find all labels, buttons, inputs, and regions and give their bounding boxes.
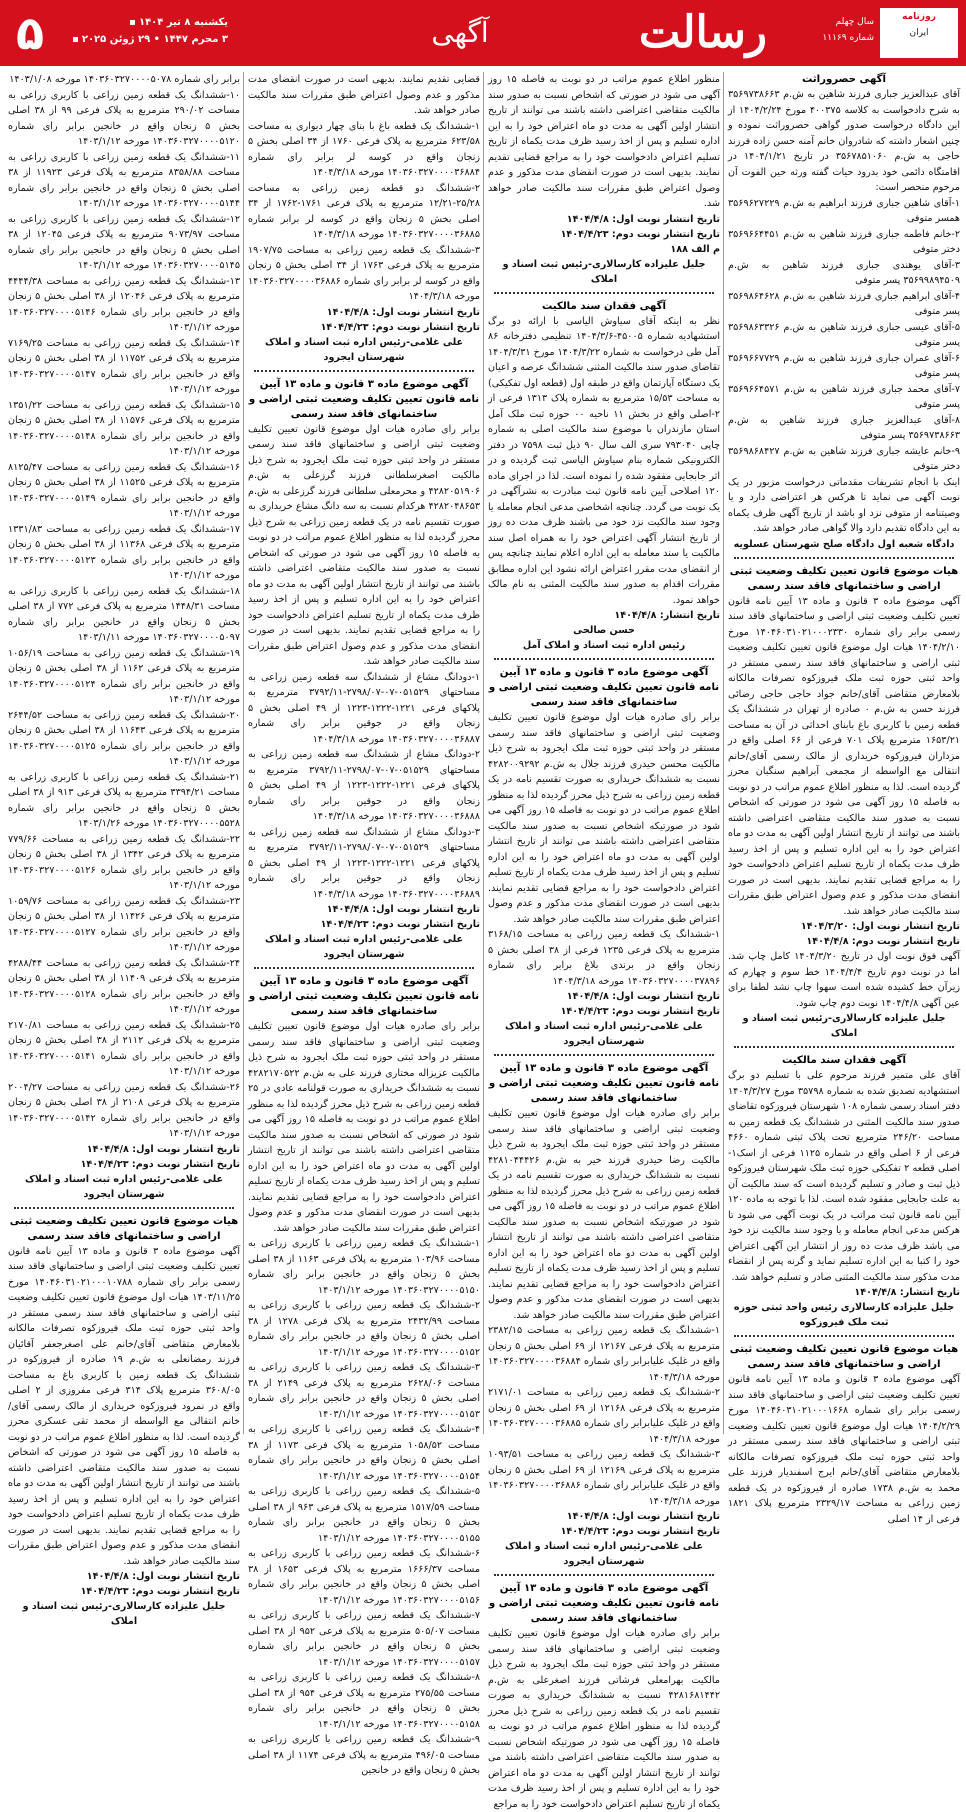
notice-body: آقای عبدالعزیز جباری فرزند شاهین به ش.م ۳۵۶۹۷۳۸۶۶۳ به شرح دادخواست به کلاسه ۴۰۰۳۷۵ مورخ ۱۴۰۴/۲/۲۴ از این دادگاه درخواست صدور گواهی حصروراثت نموده و چنین اشعار داشته که شادروان خانم آمنه حسن زاده فرزند حاجی به ش.م ۳۵۶۷۸۵۱۰۶۰ در تاریخ ۱۴۰۴/۱/۲۱ در اقامتگاه دائمی خود بدرود حیات گفته ورثه حین الفوت آن مرحوم منحصر است:	[728, 89, 960, 193]
parcel-item: ۲-دودانگ مشاع از ششدانگ سه قطعه زمین زراعی به مساحتهای ۰۵۱۵۲۹-۰۷-۲۷۹۸/۰۷-۳۷۹۲/۱۱ مترمربع به پلاکهای فرعی ۱۲۲۱-۱۲۲۲-۱۲۲۳ از ۴۹ اصلی بخش ۵ زنجان واقع در جوقین برابر رای شماره ۱۴۰۳۶۰۳۲۷۰۰۰۰۳۶۸۸۸ مورخه ۱۴۰۴/۳/۱۸	[248, 749, 481, 822]
heir-item: ۲-خانم فاطمه جباری فرزند شاهین به ش.م ۳۵۶۹۶۶۴۴۵۱ دختر متوفی	[728, 228, 960, 255]
column-divider	[243, 72, 244, 1434]
publish-date: تاریخ انتشار نوبت اول: ۱۴۰۴/۴/۸	[566, 213, 720, 225]
ads-columns	[6, 72, 961, 1810]
notice-body: اینک با انجام تشریفات مقدماتی درخواست مزبور در یک نوبت آگهی می نماید تا هرکس هر اعتراضی دارد و یا وصیتنامه از متوفی نزد او باشد از تاریخ آگهی ظرف یکماه به این دادگاه تقدیم دارد والا گواهی صادر خواهد شد.	[728, 476, 960, 534]
notice-separator	[734, 1046, 954, 1048]
publish-date: تاریخ انتشار نوبت دوم: ۱۴۰۴/۴/۲۳	[560, 1526, 720, 1537]
notice-body: منظور اطلاع عموم مراتب در دو نوبت به فاصله ۱۵ روز آگهی می شود در صورتی که اشخاص نسبت به صدور سند مالکیت متقاضی اعتراضی داشته باشند می توانند از تاریخ انتشار اولین آگهی به مدت دو ماه اعتراض خود را به این اداره تسلیم و پس از اخذ رسید ظرف مدت یکماه از تاریخ تسلیم اعتراض دادخواست خود را به مراجع قضایی تقدیم نمایند. بدیهی است در صورت انقضای مدت مذکور و عدم وصول اعتراض طبق مقررات سند مالکیت صادر خواهد شد.	[488, 74, 720, 209]
parcel-item: ۸-ششدانگ یک قطعه زمین زراعی با کاربری زراعی به مساحت ۲۷۵/۵۵ مترمربع به پلاک فرعی ۹۵۴ از ۳۸ اصلی بخش ۵ زنجان واقع در خانجین برابر رای شماره ۱۴۰۳۶۰۳۲۷۰۰۰۰۵۱۵۸ مورخه ۱۴۰۳/۱/۱۲	[248, 1672, 480, 1730]
section-title: آگهی	[431, 16, 489, 49]
parcel-item: ۵-ششدانگ یک قطعه زمین زراعی با کاربری زراعی به مساحت ۱۵۱۷/۵۹ مترمربع به پلاک فرعی ۹۶۳ از ۳۸ اصلی بخش ۵ زنجان واقع در خانجین برابر رای شماره ۱۴۰۳۶۰۳۲۷۰۰۰۰۵۱۵۵ مورخه ۱۴۰۳/۱/۱۲	[248, 1486, 480, 1544]
notice-signature: علی غلامی-رئیس اداره ثبت اسناد و املاک شهرستان ایجرود	[504, 1541, 704, 1567]
notice-separator	[494, 658, 714, 660]
issue-block	[818, 14, 874, 46]
notice-body: قضایی تقدیم نمایند. بدیهی است در صورت انقضای مدت مذکور و عدم وصول اعتراض طبق مقررات سند مالکیت صادر خواهد شد.	[248, 74, 480, 116]
publish-date: تاریخ انتشار نوبت دوم: ۱۴۰۴/۴/۲۳	[560, 228, 720, 240]
parcel-item: ۷-ششدانگ یک قطعه زمین زراعی با کاربری زراعی به مساحت ۵۰۵/۰۷ مترمربع به پلاک فرعی ۹۵۲ از ۳۸ اصلی بخش ۵ زنجان واقع در خانجین برابر رای شماره ۱۴۰۳۶۰۳۲۷۰۰۰۰۵۱۵۷ مورخه ۱۴۰۳/۱/۱۲	[248, 1610, 480, 1668]
parcel-item: ۱۷-ششدانگ یک قطعه زمین زراعی به مساحت ۱۳۳۱/۸۳ مترمربع به پلاک فرعی ۱۱۳۶۸ از ۳۸ اصلی بخش ۵ زنجان واقع در خانجین برابر رای شماره ۱۴۰۳۶۰۳۲۷۰۰۰۰۵۱۲۳ مورخه ۱۴۰۳/۱/۱۲	[8, 523, 240, 581]
notice-body: آگهی موضوع ماده ۳ قانون و ماده ۱۳ آیین نامه قانون تعیین تکلیف وضعیت ثبتی اراضی و ساختمانهای فاقد سند رسمی برابر رای شماره ۱۴۰۴۶۰۳۱۰۲۱۰۰۰۱۶۶۸ مورخ ۱۴۰۴/۲/۲۹ هیات اول موضوع قانون تعیین تکلیف وضعیت ثبتی اراضی و ساختمانهای فاقد سند رسمی مستقر در واحد ثبتی حوزه ثبت ملک فیروزکوه تصرفات مالکانه بلامعارض متقاضی آقای/خانم ایرج اسفندیار فرزند علی محمد به ش.م ۱۷۳۸ صادره از فیروزکوه در یک قطعه زمین زراعی به مساحت ۲۳۲۹/۱۷ مترمربع پلاک ۱۸۲۱ فرعی از ۱۴ اصلی	[728, 1374, 961, 1525]
parcel-item: ۱-ششدانگ یک قطعه باغ با بنای چهار دیواری به مساحت ۶۲۳/۵۸ مترمربع به پلاک فرعی ۱۷۶۰ از ۳۴ اصلی بخش ۵ زنجان واقع در کوسه لر برابر رای شماره ۱۴۰۳۶۰۳۲۷۰۰۰۰۳۶۸۸۴ مورخه ۱۴۰۴/۳/۱۸	[248, 120, 480, 178]
publisher-logo	[880, 8, 958, 58]
publish-date: تاریخ انتشار نوبت دوم: ۱۴۰۴/۴/۲۳	[320, 919, 480, 930]
parcel-item: ۱۱-ششدانگ یک قطعه زمین زراعی با کاربری زراعی به مساحت ۸۳۵۸/۸۸ مترمربع به پلاک فرعی ۱۱۹۲۳ از ۳۸ اصلی بخش ۵ زنجان واقع در خانجین برابر رای شماره ۱۴۰۳۶۰۳۲۷۰۰۰۰۵۱۴۴ مورخه ۱۴۰۳/۱/۱۲	[8, 151, 240, 209]
notice-signature: علی غلامی-رئیس اداره ثبت اسناد و املاک شهرستان ایجرود	[264, 336, 464, 363]
heir-item: ۷-آقای محمد جباری فرزند شاهین به ش.م ۳۵۶۹۶۶۴۵۷۱ پسر متوفی	[728, 383, 960, 410]
publish-date: تاریخ انتشار نوبت اول: ۱۴۰۴/۴/۸	[326, 306, 480, 318]
publish-date: تاریخ انتشار نوبت اول: ۱۴۰۴/۴/۸	[86, 1571, 240, 1582]
notice-body: آگهی فوق نوبت اول در تاریخ ۱۴۰۴/۳/۲۰ کامل چاپ شد. اما در نوبت دوم تاریخ ۱۴۰۴/۴/۴ خط سوم و چهارم که زیرآن خط کشیده شده است سهوا چاپ نشد لطفا برای عین آگهی ۱۴۰۴/۴/۸ نوبت دوم چاپ شود.	[728, 951, 960, 1009]
parcel-item: ۲-ششدانگ یک قطعه زمین زراعی با کاربری زراعی به مساحت ۲۴۳۲/۹۹ مترمربع به پلاک فرعی ۱۲۷۸ از ۳۸ اصلی بخش ۵ زنجان واقع در خانجین برابر رای شماره ۱۴۰۳۶۰۳۲۷۰۰۰۰۵۱۵۲ مورخه ۱۴۰۳/۱/۱۲	[248, 1300, 480, 1358]
heir-item: ۹-خانم عایشه جباری فرزند شاهین به ش.م ۳۵۶۹۸۶۸۴۲۷ دختر متوفی	[728, 445, 960, 472]
notice-signature: دادگاه شعبه اول دادگاه صلح شهرستان عسلویه	[733, 538, 955, 550]
column-divider	[483, 72, 484, 1434]
parcel-item: ۱-ششدانگ یک قطعه زمین زراعی به مساحت ۲۳۸۲/۱۵ مترمربع به پلاک فرعی ۱۲۱۶۷ از ۶۹ اصلی بخش ۵ زنجان واقع در غلیک علیابرابر رای شماره ۱۴۰۳۶۰۳۲۷۰۰۰۰۳۶۸۸۴ مورخه ۱۴۰۴/۳/۱۸	[488, 1325, 720, 1383]
parcel-item: برابر رای شماره ۱۴۰۳۶۰۳۲۷۰۰۰۰۵۰۷۸ مورخه ۱۴۰۳/۱/۰۸	[9, 74, 240, 85]
publish-date: تاریخ انتشار نوبت اول: ۱۴۰۴/۳/۲۰	[800, 921, 960, 932]
parcel-item: ۱۶-ششدانگ یک قطعه زمین زراعی به مساحت ۸۱۲۵/۴۷ مترمربع به پلاک فرعی ۱۱۵۲۵ از ۳۸ اصلی بخش ۵ زنجان واقع در خانجین برابر رای شماره ۱۴۰۳۶۰۳۲۷۰۰۰۰۵۱۴۹ مورخه ۱۴۰۳/۱/۱۲	[8, 461, 240, 519]
notice-separator	[494, 1054, 714, 1056]
notice-title: هیات موضوع قانون تعیین تکلیف وضعیت ثبتی اراضی و ساختمانهای فاقد سند رسمی	[729, 565, 959, 592]
date-block	[58, 14, 228, 48]
notice-signature: علی غلامی-رئیس اداره ثبت اسناد و املاک شهرستان ایجرود	[264, 934, 464, 960]
parcel-item: ۱-ششدانگ یک قطعه زمین زراعی با کاربری زراعی به مساحت ۱۰۳/۹۶ مترمربع به پلاک فرعی ۱۱۶۳ از ۳۸ اصلی بخش ۵ زنجان واقع در خانجین برابر رای شماره ۱۴۰۳۶۰۳۲۷۰۰۰۰۵۱۵۰ مورخه ۱۴۰۳/۱/۱۲	[248, 1238, 480, 1296]
notice-signature: جلیل علیزاده کارسالاری-رئیس ثبت اسناد و املاک	[742, 1013, 946, 1039]
notice-separator	[254, 967, 474, 969]
notice-title: هیات موضوع قانون تعیین تکلیف وضعیت ثبتی اراضی و ساختمانهای فاقد سند رسمی	[9, 1215, 239, 1242]
notice-signature: رئیس اداره ثبت اسناد و املاک آمل	[522, 640, 686, 651]
notice-title: آگهی موضوع ماده ۳ قانون و ماده ۱۳ آیین نامه قانون تعیین تکلیف وضعیت ثبتی اراضی و ساختمانهای فاقد سند رسمی	[488, 667, 720, 708]
column-3	[248, 72, 481, 1776]
notice-title: آگهی حصروراثت	[801, 74, 886, 85]
newspaper-logo: رسالت	[638, 7, 768, 58]
publish-date: تاریخ انتشار نوبت دوم: ۱۴۰۴/۴/۲۳	[80, 1158, 240, 1170]
column-2	[488, 72, 721, 1810]
parcel-item: ۶-ششدانگ یک قطعه زمین زراعی با کاربری زراعی به مساحت ۱۶۶۶/۳۷ مترمربع به پلاک فرعی ۱۶۵۳ از ۳۸ اصلی بخش ۵ زنجان واقع در خانجین برابر رای شماره ۱۴۰۳۶۰۳۲۷۰۰۰۰۵۱۵۶ مورخه ۱۴۰۳/۱/۱۲	[248, 1548, 480, 1606]
notice-title: آگهی موضوع ماده ۳ قانون و ماده ۱۳ آیین نامه قانون تعیین تکلیف وضعیت ثبتی اراضی و ساختمانهای فاقد سند رسمی	[248, 976, 480, 1017]
heir-item: ۴-آقای ابراهیم جباری فرزند شاهین به ش.م ۳۵۶۹۸۶۴۶۲۸ پسر متوفی	[728, 290, 960, 317]
notice-separator	[494, 1574, 714, 1576]
notice-body: برابر رای صادره هیات اول موضوع قانون تعیین تکلیف وضعیت ثبتی اراضی و ساختمانهای فاقد سند رسمی مستقر در واحد ثبتی حوزه ثبت ملک ایجرود به شرح ذیل مالکیت محسن حیدری فرزند جلال به ش.م ۴۲۸۲۰۰۹۲۹۲ نسبت به ششدانگ خریداری به صورت تقسیم نامه در یک قطعه زمین زراعی به شرح ذیل محرز گردیده لذا به منظور اطلاع عموم مراتب در دو نوبت به فاصله ۱۵ روز آگهی می شود در صورتیکه اشخاص نسبت به صدور سند مالکیت متقاضی اعتراضی داشته باشند می توانند از تاریخ انتشار اولین آگهی به مدت دو ماه اعتراض خود را به این اداره تسلیم و پس از اخذ رسید ظرف مدت یکماه از تاریخ تسلیم اعتراض دادخواست خود را به مراجع قضایی تقدیم نمایند. بدیهی است در صورت انقضای مدت مذکور و عدم وصول اعتراض طبق مقررات سند مالکیت صادر خواهد شد.	[488, 712, 720, 925]
square-bullet-icon	[73, 37, 78, 42]
parcel-item: ۱۰-ششدانگ یک قطعه زمین زراعی با کاربری زراعی به مساحت ۲۹۰/۰۲ مترمربع به پلاک فرعی ۹۹ از ۳۸ اصلی بخش ۵ زنجان واقع در خانجین برابر رای شماره ۱۴۰۳۶۰۳۲۷۰۰۰۰۵۱۲۰ مورخه ۱۴۰۳/۱/۱۲	[8, 89, 240, 147]
notice-signature: جلیل علیزاده کارسالاری-رئیس ثبت اسناد و املاک	[22, 1601, 226, 1627]
date-text-1: یکشنبه ۸ تیر ۱۴۰۴	[138, 17, 228, 28]
publish-date: تاریخ انتشار: ۱۴۰۴/۴/۸	[614, 610, 720, 621]
notice-separator	[734, 557, 954, 559]
parcel-item: ۱۸-ششدانگ یک قطعه زمین زراعی با کاربری زراعی به مساحت ۱۴۴۸/۳۱ مترمربع به پلاک فرعی ۷۷۲ از ۳۸ اصلی بخش ۵ زنجان واقع در خانجین برابر رای شماره ۱۴۰۳۶۰۳۲۷۰۰۰۰۵۰۹۷ مورخه ۱۴۰۳/۱/۱۱	[8, 585, 240, 643]
masthead	[0, 0, 966, 66]
parcel-item: ۲۳-ششدانگ یک قطعه زمین زراعی به مساحت ۱۰۵۹/۷۶ مترمربع به پلاک فرعی ۱۱۴۲۶ از ۳۸ اصلی بخش ۵ زنجان واقع در خانجین برابر رای شماره ۱۴۰۳۶۰۳۲۷۰۰۰۰۵۱۲۷ مورخه ۱۴۰۳/۱/۱۲	[8, 895, 240, 953]
parcel-item: ۳-ششدانگ یک قطعه زمین زراعی به مساحت ۱۰۹۳/۵۱ مترمربع به پلاک فرعی ۱۲۱۶۹ از ۶۹ اصلی بخش ۵ زنجان واقع در غلیک علیابرابر رای شماره ۱۴۰۳۶۰۳۲۷۰۰۰۰۳۶۸۸۶ مورخه ۱۴۰۴/۳/۱۸	[488, 1449, 720, 1507]
notice-body: برابر رای صادره هیات اول موضوع قانون تعیین تکلیف وضعیت ثبتی اراضی و ساختمانهای فاقد سند رسمی مستقر در واحد ثبتی حوزه ثبت ملک ایجرود به شرح ذیل مالکیت عزیزاله مختاری فرزند علی به ش.م ۴۲۸۲۱۷۰۵۲۲ نسبت به ششدانگ خریداری به صورت قولنامه عادی در ۲۵ قطعه زمین زراعی به شرح ذیل محرز گردیده لذا به منظور اطلاع عموم مراتب در دو نوبت به فاصله ۱۵ روز آگهی می شود در صورتی که اشخاص نسبت به صدور سند مالکیت متقاضی اعتراضی داشته باشند می توانند از تاریخ انتشار اولین آگهی به مدت دو ماه اعتراض خود را به این اداره تسلیم و پس از اخذ رسید ظرف مدت یکماه از تاریخ تسلیم اعتراض دادخواست خود را به مراجع قضایی تقدیم نمایند. بدیهی است در صورت انقضای مدت مذکور و عدم وصول اعتراض طبق مقررات سند مالکیت صادر خواهد شد.	[248, 1021, 480, 1234]
issue-number: شماره ۱۱۱۶۹	[822, 33, 874, 43]
reference-number: م الف ۱۸۸	[670, 243, 720, 255]
parcel-item: ۱۵-ششدانگ یک قطعه زمین زراعی به مساحت ۱۳۵۱/۲۲ مترمربع به پلاک فرعی ۱۱۵۷۶ از ۳۸ اصلی بخش ۵ زنجان واقع در خانجین برابر رای شماره ۱۴۰۳۶۰۳۲۷۰۰۰۰۵۱۴۸ مورخه ۱۴۰۳/۱/۱۲	[8, 399, 240, 457]
parcel-item: ۱-ششدانگ یک قطعه زمین زراعی به مساحت ۳۱۶۸/۱۵ مترمربع به پلاک فرعی ۱۲۳۵ فرعی از ۳۸ اصلی بخش ۵ زنجان واقع در برندی بلاغ برابر رای شماره ۱۴۰۳۶۰۳۲۷۰۰۰۰۳۷۸۹۶ مورخه ۱۴۰۴/۳/۱۸	[488, 929, 720, 987]
notice-title: آگهی موضوع ماده ۳ قانون و ماده ۱۳ آیین نامه قانون تعیین تکلیف وضعیت ثبتی اراضی و ساختمانهای فاقد سند رسمی	[488, 1583, 720, 1624]
parcel-item: ۲۲-ششدانگ یک قطعه زمین زراعی به مساحت ۷۷۹/۶۶ مترمربع به پلاک فرعی ۱۳۴۲ از ۳۸ اصلی بخش ۵ زنجان واقع در خانجین برابر رای شماره ۱۴۰۳۶۰۳۲۷۰۰۰۰۵۱۲۶ مورخه ۱۴۰۳/۱/۱۲	[8, 833, 241, 891]
parcel-item: ۱۴-ششدانگ یک قطعه زمین زراعی به مساحت ۷۱۶۹/۲۵ مترمربع به پلاک فرعی ۱۱۷۵۲ از ۳۸ اصلی بخش ۵ زنجان واقع در خانجین برابر رای شماره ۱۴۰۳۶۰۳۲۷۰۰۰۰۵۱۴۷ مورخه ۱۴۰۳/۱/۱۲	[8, 337, 240, 395]
parcel-item: ۲۱-ششدانگ یک قطعه زمین زراعی با کاربری زراعی به مساحت ۳۳۹۴/۲۱ مترمربع به پلاک فرعی ۹۱۳ از ۳۸ اصلی بخش ۵ زنجان واقع در خانجین برابر رای شماره ۱۴۰۳۶۰۳۲۷۰۰۰۰۵۵۲۸ مورخه ۱۴۰۳/۱/۲۶	[8, 771, 240, 829]
publish-date: تاریخ انتشار نوبت اول: ۱۴۰۴/۴/۸	[326, 904, 480, 915]
notice-separator	[734, 1335, 954, 1337]
publish-date: تاریخ انتشار نوبت دوم: ۱۴۰۴/۴/۲۳	[560, 1006, 720, 1017]
publisher-logo-line-2: ایران	[909, 28, 929, 38]
notice-body: برابر رای صادره هیات اول موضوع قانون تعیین تکلیف وضعیت ثبتی اراضی و ساختمانهای فاقد سند رسمی مستقر در واحد ثبتی حوزه ثبت ملک ایجرود به شرح ذیل مالکیت بهرامعلی فرشاتی فرزند اصغرعلی به ش.م ۴۲۸۱۶۸۱۴۴۲ نسبت به ششدانگ خریداری به صورت تقسیم نامه در یک قطعه زمین زراعی به شرح ذیل محرز گردیده لذا به منظور اطلاع عموم مراتب در دو نوبت به فاصله ۱۵ روز آگهی می شود در صورتیکه اشخاص نسبت به صدور سند مالکیت متقاضی اعتراضی داشته باشند می توانند از تاریخ انتشار اولین آگهی به مدت دو ماه اعتراض خود را به این اداره تسلیم و پس از اخذ رسید ظرف مدت یکماه از تاریخ تسلیم اعتراض دادخواست خود را به مراجع	[488, 1628, 720, 1810]
publish-date: تاریخ انتشار نوبت اول: ۱۴۰۴/۴/۸	[566, 991, 720, 1002]
heir-item: ۶-آقای عمران جباری فرزند شاهین به ش.م ۳۵۶۹۶۶۷۷۲۹ پسر متوفی	[728, 352, 960, 379]
date-line-1	[58, 14, 228, 31]
date-text-2: ۳ محرم ۱۴۴۷ • ۲۹ ژوئن ۲۰۲۵	[81, 34, 228, 45]
notice-body: آگهی موضوع ماده ۳ قانون و ماده ۱۳ آیین نامه قانون تعیین تکلیف وضعیت ثبتی اراضی و ساختمانهای فاقد سند رسمی برابر رای شماره ۱۴۰۴۶۰۳۱۰۲۱۰۰۰۱۰۷۸۸ مورخ ۱۴۰۳/۱۱/۲۵ هیات اول موضوع قانون تعیین تکلیف وضعیت ثبتی اراضی و ساختمانهای فاقد سند رسمی مستقر در واحد ثبتی حوزه ثبت ملک فیروزکوه تصرفات مالکانه بلامعارض متقاضی آقای/خانم علی اصغرجعفر آقائیان فرزند رمضانعلی به ش.م ۱۹ صادره از فیروزکوه در ششدانگ یک قطعه زمین با کاربری باغ به مساحت ۳۶۰۸/۰۵ مترمربع پلاک ۳۱۴ فرعی مفروزی از ۲ اصلی واقع در نمرود فیروزکوه خریداری از مالک رسمی آقای/خانم انتقالی مع الواسطه از محمد تقی عسکری محرز گردیده است. لذا به منظور اطلاع عموم مراتب در دو نوبت به فاصله ۱۵ روز آگهی می شود در صورتی که اشخاص نسبت به صدور سند مالکیت متقاضی اعتراضی داشته باشند می توانند از تاریخ انتشار اولین آگهی به مدت دو ماه اعتراض خود را به این اداره تسلیم و پس از اخذ رسید ظرف مدت یکماه از تاریخ تسلیم اعتراض دادخواست خود را به مراجع قضایی تقدیم نمایند. بدیهی است در صورت انقضای مدت مذکور و عدم وصول اعتراض طبق مقررات سند مالکیت صادر خواهد شد.	[8, 1245, 241, 1567]
parcel-item: ۲۴-ششدانگ یک قطعه زمین زراعی به مساحت ۴۲۸۸/۴۴ مترمربع به پلاک فرعی ۱۱۴۰۹ از ۳۸ اصلی بخش ۵ زنجان واقع در خانجین برابر رای شماره ۱۴۰۳۶۰۳۲۷۰۰۰۰۵۱۲۸ مورخه ۱۴۰۳/۱/۱۲	[8, 957, 240, 1015]
notice-body: آگهی موضوع ماده ۳ قانون و ماده ۱۳ آیین نامه قانون تعیین تکلیف وضعیت ثبتی اراضی و ساختمانهای فاقد سند رسمی برابر رای شماره ۱۴۰۴۶۰۳۱۰۲۱۰۰۰۲۳۳۰ مورخ ۱۴۰۴/۲/۱۰ هیات اول موضوع قانون تعیین تکلیف وضعیت ثبتی اراضی و ساختمانهای فاقد سند رسمی مستقر در واحد ثبتی حوزه ثبت ملک فیروزکوه تصرفات مالکانه بلامعارض متقاضی آقای/خانم جواد حاجی حاجی رضائی فرزند حسن به ش.م ۰ صادره از تهران در ششدانگ یک قطعه زمین با کاربری باغ بابنای احداثی در آن به مساحت ۱۶۵۳/۲۱ مترمربع پلاک ۷۰۱ فرعی از ۶۶ اصلی واقع در مزداران فیروزکوه خریداری از مالک رسمی آقای/خانم انتقالی مع الواسطه از مجمعی آبراهیم سنگبان محرز گردیده است. لذا به منظور اطلاع عموم مراتب در دو نوبت به فاصله ۱۵ روز آگهی می شود در صورتی که اشخاص نسبت به صدور سند مالکیت متقاضی اعتراضی داشته باشند می توانند از تاریخ انتشار اولین آگهی به مدت دو ماه اعتراض خود را به این اداره تسلیم و پس از اخذ رسید ظرف مدت یکماه از تاریخ تسلیم اعتراض دادخواست خود را به مراجع قضایی تقدیم نمایند. بدیهی است در صورت انقضای مدت مذکور و عدم وصول اعتراض طبق مقررات سند مالکیت صادر خواهد شد.	[728, 595, 960, 917]
parcel-item: ۳-ششدانگ یک قطعه زمین زراعی به مساحت ۱۹۰۷/۷۵ مترمربع به پلاک فرعی ۱۷۶۳ از ۳۴ اصلی بخش ۵ زنجان واقع در کوسه لر برابر رای شماره ۱۴۰۳۶۰۳۲۷۰۰۰۰۳۶۸۸۶ مورخه ۱۴۰۴/۳/۱۸	[248, 244, 481, 302]
notice-signature: حسن صالحی	[573, 625, 635, 636]
publish-date: تاریخ انتشار نوبت اول: ۱۴۰۴/۴/۸	[86, 1143, 240, 1155]
notice-body: نظر به اینکه آقای سیاوش الیاسی با ارائه دو برگ استشهادیه شماره ۴۵۰۰۵-۱۴۰۴/۳/۶ تنظیمی دفترخانه ۸۶ آمل طی درخواست به شماره ۱۴۰۴/۳/۲۲ مورخ ۱۴۰۴/۳/۳۱ تقاضای صدور سند مالکیت المثنی ششدانگ عرصه و اعیان یک دستگاه آپارتمان واقع در طبقه اول (قطعه اول تفکیکی) به مساحت ۱۵/۵۳ مترمربع به شماره پلاک ۱۳۱۳ فرعی از ۲-اصلی واقع در بخش ۱۱ ناحیه ۰۰ حوزه ثبت ملک آمل استان مازندران با موضوع سند مالکیت اصلی به شماره چاپی ۷۹۳۰۴۰ سری الف سال ۹۰ ذیل ثبت ۷۵۹۸ در دفتر الکترونیکی شماره بنام سیاوش الیاسی ثبت گردیده و در اثر جابجایی مفقود شده را نموده است. لذا در اجرای ماده ۱۲۰ اصلاحی آیین نامه قانون ثبت مبادرت به نشرآگهی در یک نوبت می گردد. چنانچه اشخاصی مدعی انجام معامله یا وجود سند مالکیت نزد خود می باشند ظرف مدت ده روز از تاریخ انتشار آگهی اعتراض خود را به همراه اصل سند مالکیت یا سند معامله به این اداره اعلام نمایند چنانچه پس از انقضای مدت مقرر اعتراض ارائه نشود این اداره مطابق مقررات اقدام به صدور سند مالکیت المثنی به نام مالک خواهد نمود.	[488, 315, 721, 606]
parcel-item: ۲۵-ششدانگ یک قطعه زمین زراعی به مساحت ۲۱۷۰/۸۱ مترمربع به پلاک فرعی ۲۱۱۲ از ۳۸ اصلی بخش ۵ زنجان واقع در خانجین برابر رای شماره ۱۴۰۳۶۰۳۲۷۰۰۰۰۵۱۴۱ مورخه ۱۴۰۳/۱/۱۲	[8, 1019, 241, 1077]
parcel-item: ۲۰-ششدانگ یک قطعه زمین زراعی به مساحت ۲۶۴۴/۵۲ مترمربع به پلاک فرعی ۱۱۶۴۳ از ۳۸ اصلی بخش ۵ زنجان واقع در خانجین برابر رای شماره ۱۴۰۳۶۰۳۲۷۰۰۰۰۵۱۲۵ مورخه ۱۴۰۳/۱/۱۲	[8, 709, 240, 767]
notice-title: آگهی فقدان سند مالکیت	[541, 300, 667, 312]
heir-item: ۳-آقای یوهندی جباری فرزند شاهین به ش.م ۳۵۶۹۹۸۹۴۵۰۹ پسر متوفی	[728, 259, 960, 286]
notice-title: هیات موضوع قانون تعیین تکلیف وضعیت ثبتی اراضی و ساختمانهای فاقد سند رسمی	[729, 1344, 959, 1370]
parcel-item: ۴-ششدانگ یک قطعه زمین زراعی با کاربری زراعی به مساحت ۱۰۵۸/۵۲ مترمربع به پلاک فرعی ۱۱۷۳ از ۳۸ اصلی بخش ۵ زنجان واقع در خانجین برابر رای شماره ۱۴۰۳۶۰۳۲۷۰۰۰۰۵۱۵۴ مورخه ۱۴۰۳/۱/۱۲	[248, 1424, 480, 1482]
page-number: ۵	[15, 6, 45, 60]
publish-date: تاریخ انتشار نوبت دوم: ۱۴۰۴/۴/۲۳	[320, 321, 480, 333]
notice-separator	[14, 1207, 234, 1209]
heir-item: ۵-آقای عیسی جباری فرزند شاهین به ش.م ۳۵۶۹۸۶۳۳۲۶ پسر متوفی	[728, 321, 960, 348]
publisher-logo-line-1: روزنامه	[902, 12, 936, 22]
publish-date: تاریخ انتشار: ۱۴۰۴/۴/۸	[854, 1287, 960, 1298]
notice-body: برابر رای صادره هیات اول موضوع قانون تعیین تکلیف وضعیت ثبتی اراضی و ساختمانهای فاقد سند رسمی مستقر در واحد ثبتی حوزه ثبت ملک ایجرود به شرح ذیل مالکیت رضا حیدری فرزند خیر به ش.م ۴۲۸۱۰۴۴۴۲۶ نسبت به ششدانگ خریداری به صورت تقسیم نامه در یک قطعه زمین زراعی به شرح ذیل محرز گردیده لذا به منظور اطلاع عموم مراتب در دو نوبت به فاصله ۱۵ روز آگهی می شود در صورتیکه اشخاص نسبت به صدور سند مالکیت متقاضی اعتراضی داشته باشند می توانند از تاریخ انتشار اولین آگهی به مدت دو ماه اعتراض خود را به این اداره تسلیم و پس از اخذ رسید ظرف مدت یکماه از تاریخ تسلیم اعتراض دادخواست خود را به مراجع قضایی تقدیم نمایند. بدیهی است در صورت انقضای مدت مذکور و عدم وصول اعتراض طبق مقررات سند مالکیت صادر خواهد شد.	[488, 1108, 720, 1321]
notice-title: آگهی موضوع ماده ۳ قانون و ماده ۱۳ آیین نامه قانون تعیین تکلیف وضعیت ثبتی اراضی و ساختمانهای فاقد سند رسمی	[248, 378, 480, 420]
parcel-item: ۲۶-ششدانگ یک قطعه زمین زراعی به مساحت ۲۰۰۴/۲۷ مترمربع به پلاک فرعی ۲۱۰۸ از ۳۸ اصلی بخش ۵ زنجان واقع در خانجین برابر رای شماره ۱۴۰۳۶۰۳۲۷۰۰۰۰۵۱۴۲ مورخه ۱۴۰۳/۱/۱۲	[8, 1081, 241, 1139]
parcel-item: ۲-ششدانگ دو قطعه زمین زراعی به مساحت ۲۵/۲۸-۱۲/۲۱ مترمربع به پلاک فرعی ۱۷۶۱-۱۷۶۲ از ۳۴ اصلی بخش ۵ زنجان واقع در کوسه لر برابر شماره ۱۴۰۳۶۰۳۲۷۰۰۰۰۳۶۸۸۵ مورخه ۱۴۰۴/۳/۱۸	[248, 182, 481, 240]
parcel-item: ۱۲-ششدانگ یک قطعه زمین زراعی با کاربری زراعی به مساحت ۹۰۷۳/۹۷ مترمربع به پلاک فرعی ۱۲۰۴۵ از ۳۸ اصلی بخش ۵ زنجان واقع در خانجین برابر رای شماره ۱۴۰۳۶۰۳۲۷۰۰۰۰۵۱۴۵ مورخه ۱۴۰۳/۱/۱۲	[8, 213, 240, 271]
publish-date: تاریخ انتشار نوبت اول: ۱۴۰۴/۴/۸	[566, 1511, 720, 1522]
parcel-item: ۲-ششدانگ یک قطعه زمین زراعی به مساحت ۲۱۷۱/۰۱ مترمربع به پلاک فرعی ۱۲۱۶۸ از ۶۹ اصلی بخش ۵ زنجان واقع در غلیک علیابرابر رای شماره ۱۴۰۳۶۰۳۲۷۰۰۰۰۳۶۸۸۵ مورخه ۱۴۰۴/۳/۱۸	[488, 1387, 720, 1445]
notice-signature: علی غلامی-رئیس اداره ثبت اسناد و املاک شهرستان ایجرود	[504, 1021, 704, 1047]
column-divider	[723, 72, 724, 1434]
issue-year: سال چهلم	[835, 17, 874, 27]
heir-item: ۸-آقای عبدالعزیز جباری فرزند شاهین به ش.م ۳۵۶۹۷۳۸۶۶۳ پسر متوفی	[728, 414, 960, 441]
parcel-item: ۳-ششدانگ یک قطعه زمین زراعی با کاربری زراعی به مساحت ۲۶۲۸/۰۶ مترمربع به پلاک فرعی ۲۱۴۹ از ۳۸ اصلی بخش ۵ زنجان واقع در خانجین برابر رای شماره ۱۴۰۳۶۰۳۲۷۰۰۰۰۵۱۵۳ مورخه ۱۴۰۳/۱/۱۲	[248, 1362, 480, 1420]
notice-title: آگهی فقدان سند مالکیت	[781, 1055, 907, 1066]
notice-signature: علی غلامی-رئیس اداره ثبت اسناد و املاک شهرستان ایجرود	[24, 1173, 224, 1200]
heir-item: ۱-آقای شاهین جباری فرزند ابراهیم به ش.م ۳۵۶۹۶۲۷۲۲۹ همسر متوفی	[728, 197, 960, 224]
date-line-2	[58, 31, 228, 48]
notice-signature: جلیل علیزاده کارسالاری-رئیس ثبت اسناد و املاک	[502, 258, 706, 285]
notice-separator	[254, 370, 474, 372]
parcel-item: ۱۹-ششدانگ یک قطعه زمین زراعی به مساحت ۱۰۵۶/۱۹ مترمربع به پلاک فرعی ۱۱۶۲ از ۳۸ اصلی بخش ۵ زنجان واقع در خانجین برابر رای شماره ۱۴۰۳۶۰۳۲۷۰۰۰۰۵۱۲۴ مورخه ۱۴۰۳/۱/۱۲	[8, 647, 241, 705]
notice-body: برابر رای صادره هیات اول موضوع قانون تعیین تکلیف وضعیت ثبتی اراضی و ساختمانهای فاقد سند رسمی مستقر در واحد ثبتی حوزه ثبت ملک ایجرود به شرح ذیل مالکیت اصغرسلطانی فرزند گرزعلی به ش.م ۴۲۸۲۰۵۱۹۰۶ و محرمعلی سلطانی فرزند گرزعلی به ش.م ۴۲۸۲۰۴۸۶۵۳ هرکدام نسبت به سه دانگ مشاع خریداری به صورت تقسیم نامه در یک قطعه زمین زراعی به شرح ذیل محرز گردیده لذا به منظور اطلاع عموم مراتب در دو نوبت به فاصله ۱۵ روز آگهی می شود در صورتی که اشخاص نسبت به صدور سند مالکیت متقاضی اعتراضی داشته باشند می توانند از تاریخ انتشار اولین آگهی به مدت دو ماه اعتراض خود را به این اداره تسلیم و پس از اخذ رسید ظرف مدت یکماه از تاریخ تسلیم اعتراض دادخواست خود را به مراجع قضایی تقدیم نمایند. بدیهی است در صورت انقضای مدت مذکور و عدم وصول اعتراض طبق مقررات سند مالکیت صادر خواهد شد.	[248, 423, 480, 667]
publish-date: تاریخ انتشار نوبت دوم: ۱۴۰۴/۴/۲۳	[80, 1586, 240, 1597]
notice-signature: جلیل علیزاده کارسالاری رئیس واحد ثبتی حوزه ثبت ملک فیروزکوه	[733, 1302, 955, 1328]
notice-separator	[494, 292, 714, 294]
column-4	[8, 72, 241, 1627]
column-1	[728, 72, 961, 1525]
notice-title: آگهی موضوع ماده ۳ قانون و ماده ۱۳ آیین نامه قانون تعیین تکلیف وضعیت ثبتی اراضی و ساختمانهای فاقد سند رسمی	[488, 1063, 720, 1104]
notice-body: آقای علی متمیر فرزند مرحوم علی با تسلیم دو برگ استشهادیه تصدیق شده به شماره ۳۵۷۹۸ مورخ ۱۴۰۴/۳/۲۷ دفتر اسناد رسمی شماره ۱۰۸ شهرستان فیروزکوه تقاضای صدور سند مالکیت المثنی در ششدانگ یک قطعه زمین به مساحت ۲۴۶/۲۰ مترمربع تحت پلاک ثبتی شماره ۴۶۶۰ فرعی از ۶ اصلی واقع در شماره ۱۱۲۵ فرعی از اسک۱-اصلی قطعه ۲ تفکیکی حوزه ثبت ملک شهرستان فیروزکوه ذیل ثبت و صادر و تسلیم گردیده است که سند مالکیت آن به علت جابجایی مفقود شده است. لذا با توجه به ماده ۱۲۰ آیین نامه قانون ثبت مراتب در یک نوبت آگهی می شود تا هرکس مدعی انجام معامله و یا وجود سند مالکیت نزد خود می باشد ظرف مدت ده روز از انتشار این آگهی اعتراض خود را کتبا به این اداره تسلیم نماید و گرنه پس از انقضاء مدت مذکور سند مالکیت المثنی صادر و تسلیم خواهد شد.	[728, 1070, 961, 1283]
parcel-item: ۱-دودانگ مشاع از ششدانگ سه قطعه زمین زراعی به مساحتهای ۰۵۱۵۲۹-۰۷-۲۷۹۸/۰۷-۳۷۹۲/۱۱ مترمربع به پلاکهای فرعی ۱۲۲۱-۱۲۲۲-۱۲۲۳ از ۴۹ اصلی بخش ۵ زنجان واقع در جوقین برابر رای شماره ۱۴۰۳۶۰۳۲۷۰۰۰۰۳۶۸۸۷ مورخه ۱۴۰۴/۳/۱۸	[248, 671, 481, 745]
publish-date: تاریخ انتشار نوبت دوم: ۱۴۰۴/۴/۸	[806, 936, 960, 947]
parcel-item: ۹-ششدانگ یک قطعه زمین زراعی با کاربری زراعی به مساحت ۴۹۶/۰۵ مترمربع به پلاک فرعی ۱۱۷۴ از ۳۸ اصلی بخش ۵ زنجان واقع در خانجین	[248, 1734, 480, 1776]
parcel-item: ۱۳-ششدانگ یک قطعه زمین زراعی به مساحت ۴۴۴۴/۳۸ مترمربع به پلاک فرعی ۱۲۰۴۶ از ۳۸ اصلی بخش ۵ زنجان واقع در خانجین برابر رای شماره ۱۴۰۳۶۰۳۲۷۰۰۰۰۵۱۴۶ مورخه ۱۴۰۳/۱/۱۲	[8, 275, 240, 333]
square-bullet-icon	[130, 20, 135, 25]
parcel-item: ۳-دودانگ مشاع از ششدانگ سه قطعه زمین زراعی به مساحتهای ۰۵۱۵۲۹-۰۷-۲۷۹۸/۰۷-۳۷۹۲/۱۱ مترمربع به پلاکهای فرعی ۱۲۲۱-۱۲۲۲-۱۲۲۳ از ۴۹ اصلی بخش ۵ زنجان واقع در جوقین برابر رای شماره ۱۴۰۳۶۰۳۲۷۰۰۰۰۳۶۸۸۹ مورخه ۱۴۰۴/۳/۱۸	[248, 826, 481, 900]
